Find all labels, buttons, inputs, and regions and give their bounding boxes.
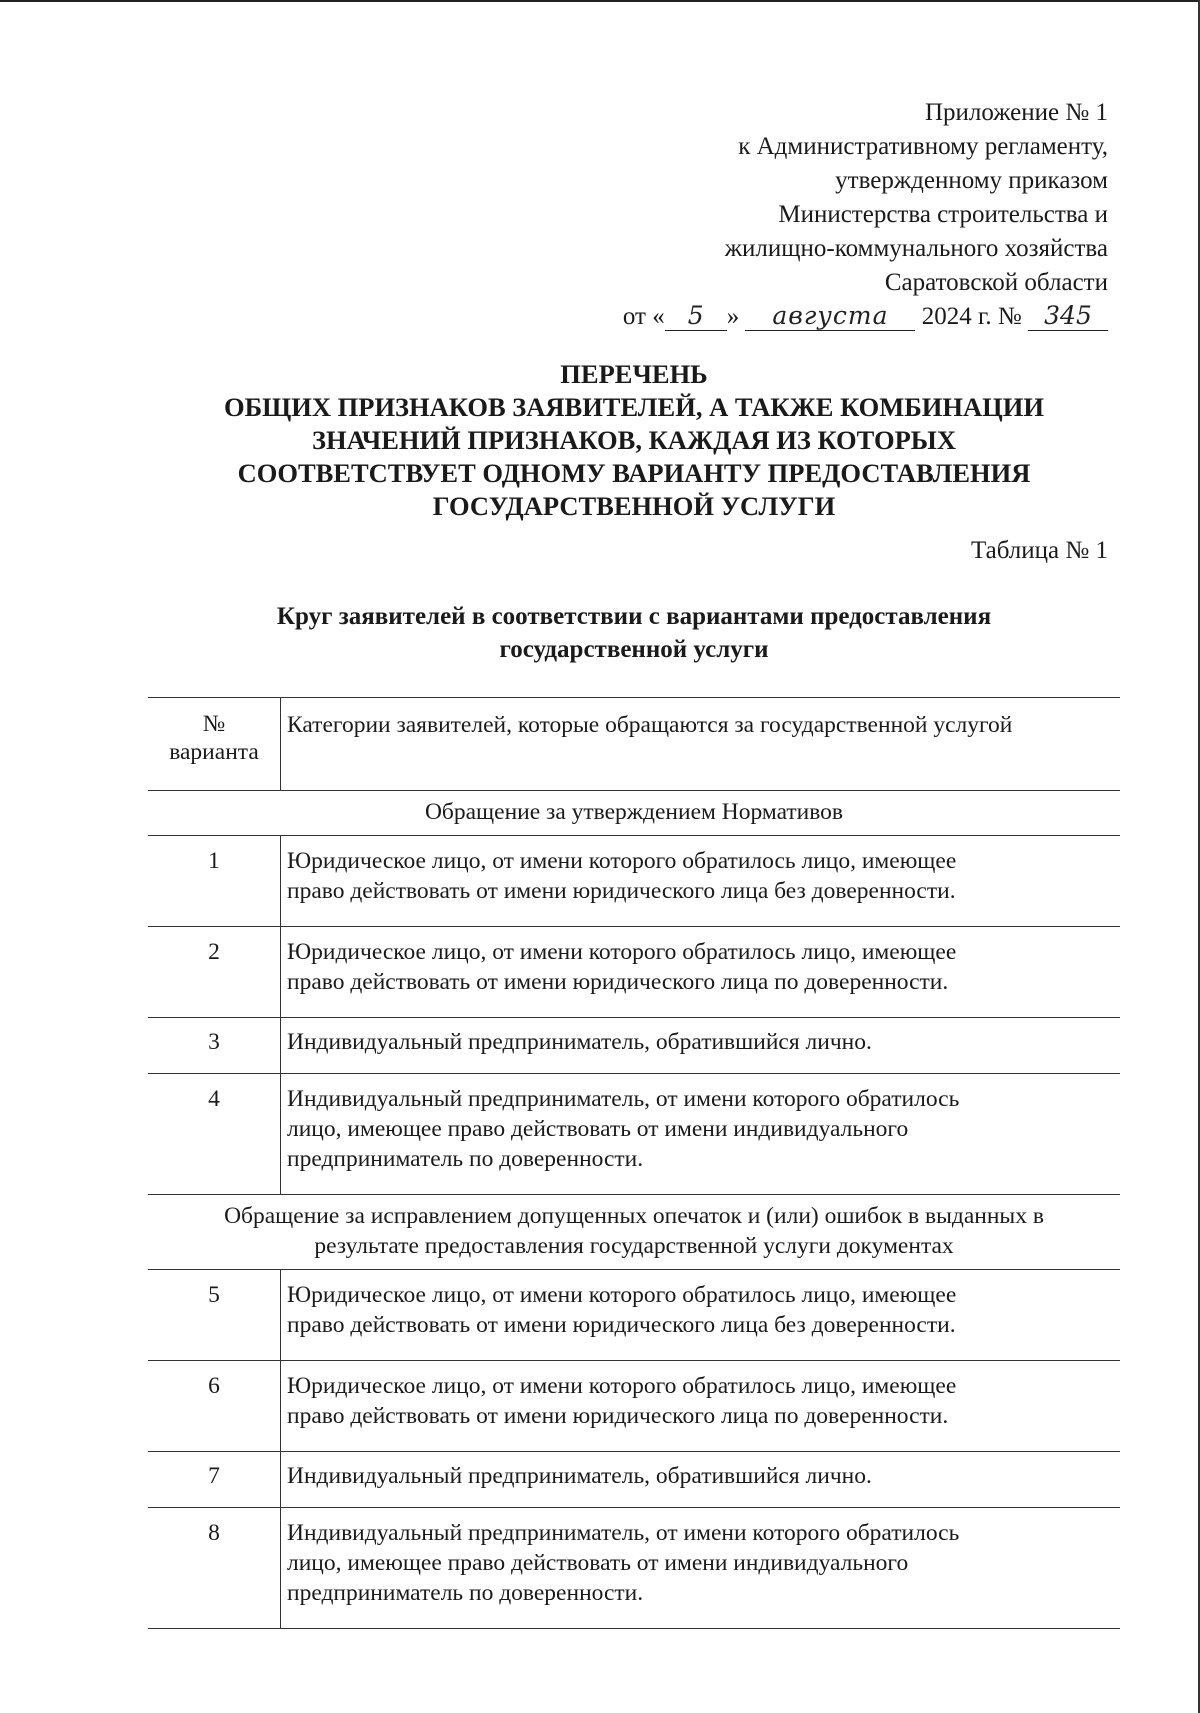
applicant-category-cell xyxy=(281,1074,1121,1195)
group-label-line: Обращение за утверждением Нормативов xyxy=(424,799,844,825)
approval-line: Министерства строительства и xyxy=(778,201,1108,228)
category-text-line: Индивидуальный предприниматель, обратившийся лично. xyxy=(287,1463,872,1489)
handwritten-month: августа xyxy=(745,302,915,331)
category-text-line: предприниматель по доверенности. xyxy=(287,1146,644,1172)
category-text-line: лицо, имеющее право действовать от имени индивидуального xyxy=(287,1116,909,1142)
category-text-line: право действовать от имени юридического лица по доверенности. xyxy=(287,969,949,995)
approval-line: утвержденному приказом xyxy=(835,167,1108,194)
document-title xyxy=(0,358,1200,523)
header-category-cell: Категории заявителей, которые обращаются за государственной услугой xyxy=(281,698,1121,791)
table-number: Таблица № 1 xyxy=(970,537,1108,564)
category-text-line: Юридическое лицо, от имени которого обратилось лицо, имеющее xyxy=(287,848,957,874)
category-text-line: Юридическое лицо, от имени которого обратилось лицо, имеющее xyxy=(287,1282,957,1308)
applicant-category-cell xyxy=(281,836,1121,927)
variant-number-cell: 5 xyxy=(148,1270,281,1361)
approval-line: жилищно-коммунального хозяйства xyxy=(724,235,1108,262)
date-prefix: от « xyxy=(622,303,665,330)
table-header-row xyxy=(148,698,1120,791)
header-num-line: варианта xyxy=(169,739,259,765)
table-subtitle xyxy=(0,600,1200,666)
category-text-line: Индивидуальный предприниматель, от имени которого обратилось xyxy=(287,1086,960,1112)
category-text-line: право действовать от имени юридического лица без доверенности. xyxy=(287,878,956,904)
category-text-line: Индивидуальный предприниматель, обратившийся лично. xyxy=(287,1029,872,1055)
title-line: ГОСУДАРСТВЕННОЙ УСЛУГИ xyxy=(432,491,836,521)
handwritten-doc-number: 345 xyxy=(1028,302,1108,331)
table-row xyxy=(148,1270,1120,1361)
title-line: ПЕРЕЧЕНЬ xyxy=(560,359,708,389)
applicant-category-cell xyxy=(281,927,1121,1018)
subtitle-line: государственной услуги xyxy=(499,636,769,663)
category-text-line: предприниматель по доверенности. xyxy=(287,1580,644,1606)
date-mid: » xyxy=(726,303,740,330)
date-year: 2024 г. № xyxy=(921,303,1022,330)
group-label-line: результате предоставления государственной услуги документах xyxy=(314,1233,954,1259)
approval-line: Саратовской области xyxy=(884,269,1108,296)
category-text-line: Индивидуальный предприниматель, от имени которого обратилось xyxy=(287,1520,960,1546)
category-text-line: Юридическое лицо, от имени которого обратилось лицо, имеющее xyxy=(287,939,957,965)
title-line: ЗНАЧЕНИЙ ПРИЗНАКОВ, КАЖДАЯ ИЗ КОТОРЫХ xyxy=(312,425,956,455)
handwritten-day: 5 xyxy=(665,302,727,331)
header-num-cell xyxy=(148,698,281,791)
group-label-cell xyxy=(148,1195,1120,1270)
variant-number-cell: 6 xyxy=(148,1361,281,1452)
table-row xyxy=(148,1508,1120,1629)
variant-number-cell: 1 xyxy=(148,836,281,927)
applicant-category-cell xyxy=(281,1361,1121,1452)
category-text-line: право действовать от имени юридического лица по доверенности. xyxy=(287,1403,949,1429)
table-row xyxy=(148,1361,1120,1452)
scan-border-top xyxy=(0,0,1200,2)
group-label-cell xyxy=(148,791,1120,836)
title-line: СООТВЕТСТВУЕТ ОДНОМУ ВАРИАНТУ ПРЕДОСТАВЛЕНИЯ xyxy=(237,458,1031,488)
table-row xyxy=(148,836,1120,927)
category-text-line: право действовать от имени юридического лица без доверенности. xyxy=(287,1312,956,1338)
table-row xyxy=(148,1074,1120,1195)
category-text-line: лицо, имеющее право действовать от имени индивидуального xyxy=(287,1550,909,1576)
table-group-row xyxy=(148,791,1120,836)
subtitle-line: Круг заявителей в соответствии с вариантами предоставления xyxy=(276,603,992,630)
approval-block xyxy=(623,96,1108,334)
group-label-line: Обращение за исправлением допущенных опечаток и (или) ошибок в выданных в xyxy=(224,1203,1044,1229)
table-row xyxy=(148,927,1120,1018)
table-row xyxy=(148,1018,1120,1074)
applicant-category-cell xyxy=(281,1452,1121,1508)
variant-number-cell: 7 xyxy=(148,1452,281,1508)
applicants-table xyxy=(148,697,1120,1629)
approval-date xyxy=(623,300,1108,334)
category-text-line: Юридическое лицо, от имени которого обратилось лицо, имеющее xyxy=(287,1373,957,1399)
table-row xyxy=(148,1452,1120,1508)
applicant-category-cell xyxy=(281,1018,1121,1074)
header-num-line: № xyxy=(202,711,226,737)
variant-number-cell: 4 xyxy=(148,1074,281,1195)
variant-number-cell: 8 xyxy=(148,1508,281,1629)
approval-line: Приложение № 1 xyxy=(924,99,1108,126)
variant-number-cell: 2 xyxy=(148,927,281,1018)
applicant-category-cell xyxy=(281,1270,1121,1361)
table-group-row xyxy=(148,1195,1120,1270)
applicant-category-cell xyxy=(281,1508,1121,1629)
variant-number-cell: 3 xyxy=(148,1018,281,1074)
title-line: ОБЩИХ ПРИЗНАКОВ ЗАЯВИТЕЛЕЙ, А ТАКЖЕ КОМБИНАЦИИ xyxy=(224,392,1044,422)
approval-line: к Административному регламенту, xyxy=(738,133,1108,160)
